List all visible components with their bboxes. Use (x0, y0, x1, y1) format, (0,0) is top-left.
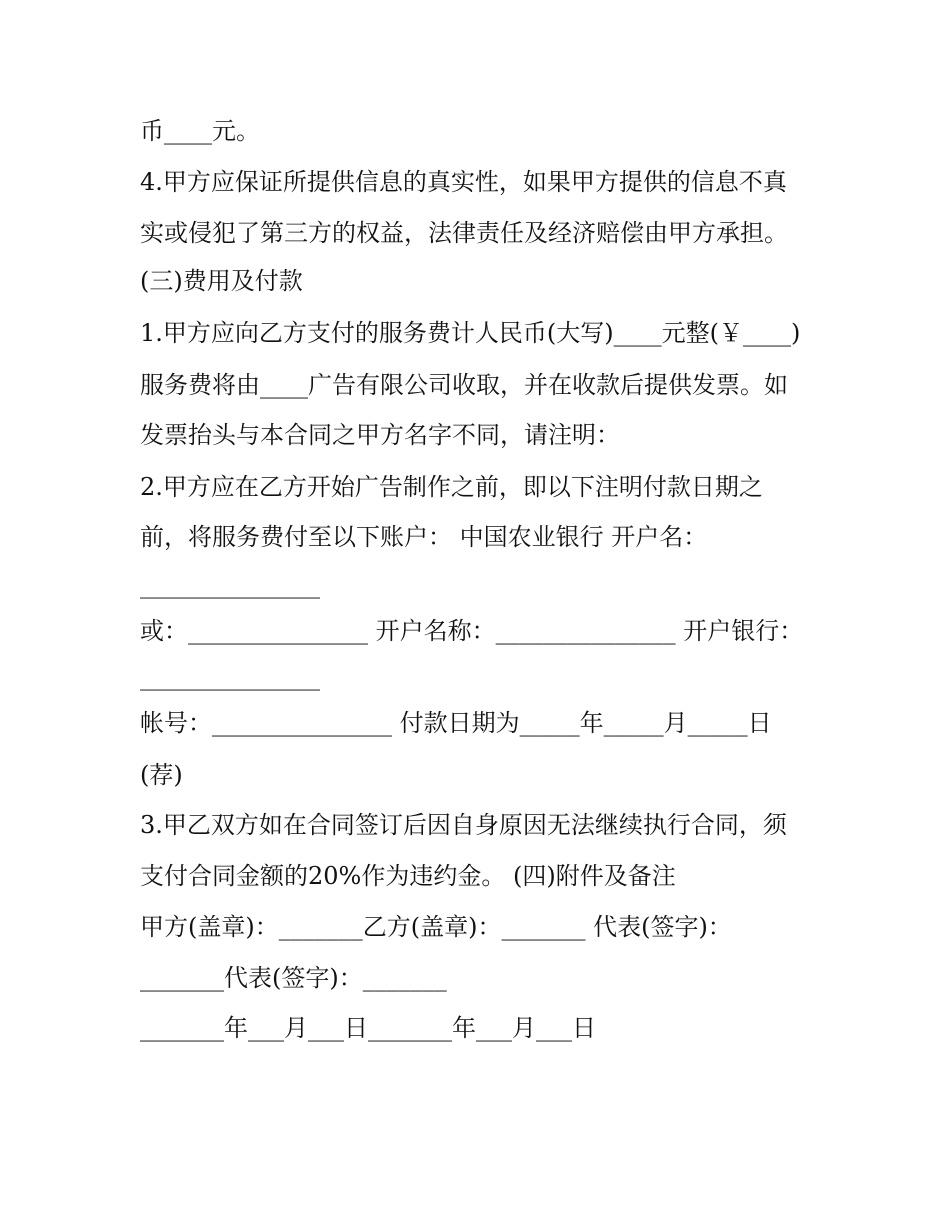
signature-line-representatives: _______代表(签字)：_______ (140, 964, 447, 992)
text-line-11: 或：_______________ 开户名称：_______________ 开户银行： (140, 617, 804, 645)
text-line-15: 3.甲乙双方如在合同签订后因自身原因无法继续执行合同，须 (140, 811, 787, 839)
text-line-2: 4.甲方应保证所提供信息的真实性，如果甲方提供的信息不真 (140, 168, 787, 196)
text-line-13: 帐号：_______________ 付款日期为_____年_____月_____日 (140, 709, 772, 737)
text-line-9: 前，将服务费付至以下账户： 中国农业银行 开户名： (140, 523, 708, 551)
text-line-8: 2.甲方应在乙方开始广告制作之前，即以下注明付款日期之 (140, 473, 763, 501)
text-line-7: 发票抬头与本合同之甲方名字不同，请注明： (140, 421, 620, 449)
signature-line-seals: 甲方(盖章)：_______乙方(盖章)：_______ 代表(签字)： (140, 913, 732, 941)
section-heading-fees: (三)费用及付款 (140, 267, 303, 295)
text-line-14: (荐) (140, 761, 183, 789)
blank-line-account-name: _______________ (140, 571, 320, 599)
text-line-16: 支付合同金额的20%作为违约金。 (四)附件及备注 (140, 862, 676, 890)
blank-line-bank: _______________ (140, 663, 320, 691)
text-line-1: 币____元。 (140, 117, 260, 145)
text-line-6: 服务费将由____广告有限公司收取，并在收款后提供发票。如 (140, 371, 788, 399)
text-line-5: 1.甲方应向乙方支付的服务费计人民币(大写)____元整(￥____) (140, 319, 801, 347)
signature-line-dates: _______年___月___日_______年___月___日 (140, 1014, 596, 1042)
text-line-3: 实或侵犯了第三方的权益，法律责任及经济赔偿由甲方承担。 (140, 219, 788, 247)
